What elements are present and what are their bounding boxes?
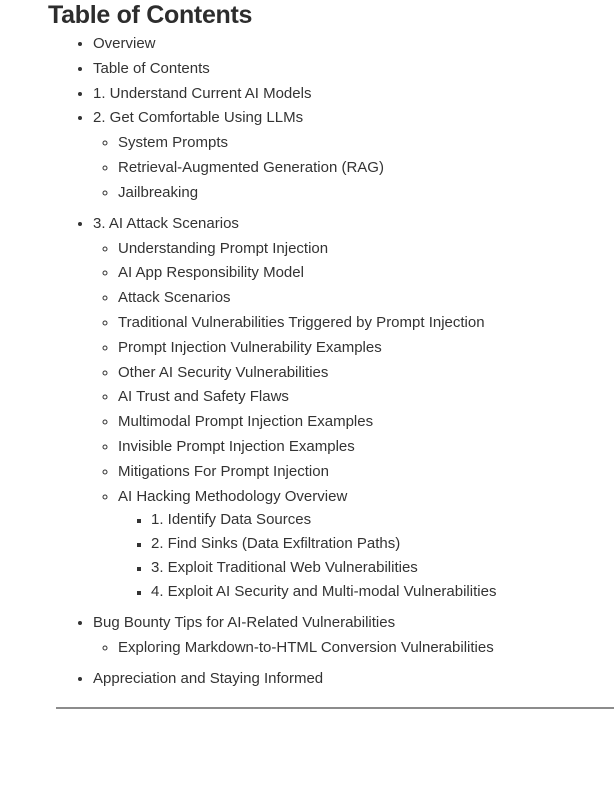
section-divider bbox=[56, 707, 614, 709]
toc-item bbox=[93, 83, 614, 104]
toc-link-system-prompts[interactable]: System Prompts bbox=[118, 134, 229, 152]
toc-link-ai-trust-and-safety-flaws[interactable]: AI Trust and Safety Flaws bbox=[118, 388, 289, 406]
toc-link-overview[interactable]: Overview bbox=[93, 35, 156, 52]
toc-item bbox=[93, 107, 614, 202]
toc-link-other-ai-security-vulnerabilities[interactable]: Other AI Security Vulnerabilities bbox=[118, 363, 329, 381]
toc-item bbox=[118, 637, 614, 658]
toc-sublist-bug-bounty bbox=[93, 637, 614, 658]
toc-link-mitigations-for-prompt-injection[interactable]: Mitigations For Prompt Injection bbox=[118, 462, 329, 480]
toc-link-table-of-contents[interactable]: Table of Contents bbox=[93, 59, 210, 77]
toc-item bbox=[93, 668, 614, 689]
toc-item bbox=[118, 182, 614, 203]
toc-link-invisible-prompt-injection-examples[interactable]: Invisible Prompt Injection Examples bbox=[118, 437, 355, 455]
toc-item bbox=[118, 362, 614, 383]
toc-item bbox=[151, 510, 614, 530]
toc-item bbox=[118, 386, 614, 407]
toc-item bbox=[118, 132, 614, 153]
toc-link-appreciation-and-staying-informed[interactable]: Appreciation and Staying Informed bbox=[93, 669, 324, 687]
toc-link-retrieval-augmented-generation[interactable]: Retrieval-Augmented Generation (RAG) bbox=[118, 158, 384, 176]
toc-item bbox=[93, 612, 614, 658]
toc-link-find-sinks-data-exfiltration-paths[interactable]: 2. Find Sinks (Data Exfiltration Paths) bbox=[151, 535, 401, 553]
toc-item bbox=[118, 262, 614, 283]
toc-item bbox=[93, 33, 614, 54]
page-title: Table of Contents bbox=[48, 1, 253, 29]
toc-list bbox=[48, 33, 614, 689]
toc-link-understanding-prompt-injection[interactable]: Understanding Prompt Injection bbox=[118, 239, 329, 257]
toc-link-ai-app-responsibility-model[interactable]: AI App Responsibility Model bbox=[118, 264, 304, 282]
toc-link-traditional-vulnerabilities-triggered-by-prompt-injection[interactable]: Traditional Vulnerabilities Triggered by Prompt Injection bbox=[118, 313, 485, 331]
toc-link-jailbreaking[interactable]: Jailbreaking bbox=[118, 183, 199, 201]
toc-item bbox=[118, 157, 614, 178]
toc-link-identify-data-sources[interactable]: 1. Identify Data Sources bbox=[151, 511, 312, 529]
toc-item bbox=[118, 337, 614, 358]
toc-item bbox=[118, 312, 614, 333]
toc-item bbox=[118, 287, 614, 308]
toc-link-exploit-traditional-web-vulnerabilities[interactable]: 3. Exploit Traditional Web Vulnerabilities bbox=[151, 558, 418, 576]
toc-sublist-attack-scenarios bbox=[93, 238, 614, 602]
toc-link-attack-scenarios[interactable]: Attack Scenarios bbox=[118, 289, 231, 307]
toc-link-prompt-injection-vulnerability-examples[interactable]: Prompt Injection Vulnerability Examples bbox=[118, 338, 382, 356]
toc-link-get-comfortable-using-llms[interactable]: 2. Get Comfortable Using LLMs bbox=[93, 109, 304, 127]
toc-link-bug-bounty-tips[interactable]: Bug Bounty Tips for AI-Related Vulnerabilities bbox=[93, 613, 396, 631]
toc-sublist-methodology bbox=[118, 510, 614, 601]
toc-item bbox=[118, 436, 614, 457]
toc-link-multimodal-prompt-injection-examples[interactable]: Multimodal Prompt Injection Examples bbox=[118, 413, 374, 431]
toc-item bbox=[118, 461, 614, 482]
toc-link-exploring-markdown-to-html-conversion-vulnerabilities[interactable]: Exploring Markdown-to-HTML Conversion Vulnerabilities bbox=[118, 638, 494, 656]
toc-link-exploit-ai-security-and-multi-modal-vulnerabilities[interactable]: 4. Exploit AI Security and Multi-modal Vulnerabilities bbox=[151, 582, 497, 600]
toc-item bbox=[93, 58, 614, 79]
toc-link-ai-attack-scenarios[interactable]: 3. AI Attack Scenarios bbox=[93, 214, 239, 232]
toc-link-understand-current-ai-models[interactable]: 1. Understand Current AI Models bbox=[93, 84, 312, 102]
toc-item bbox=[118, 486, 614, 602]
toc-item bbox=[151, 534, 614, 554]
toc-item bbox=[93, 213, 614, 602]
toc-item bbox=[151, 558, 614, 578]
toc-item bbox=[118, 411, 614, 432]
toc-link-ai-hacking-methodology-overview[interactable]: AI Hacking Methodology Overview bbox=[118, 487, 348, 505]
toc-item bbox=[151, 582, 614, 602]
toc-sublist-llms bbox=[93, 132, 614, 203]
toc-item bbox=[118, 238, 614, 259]
